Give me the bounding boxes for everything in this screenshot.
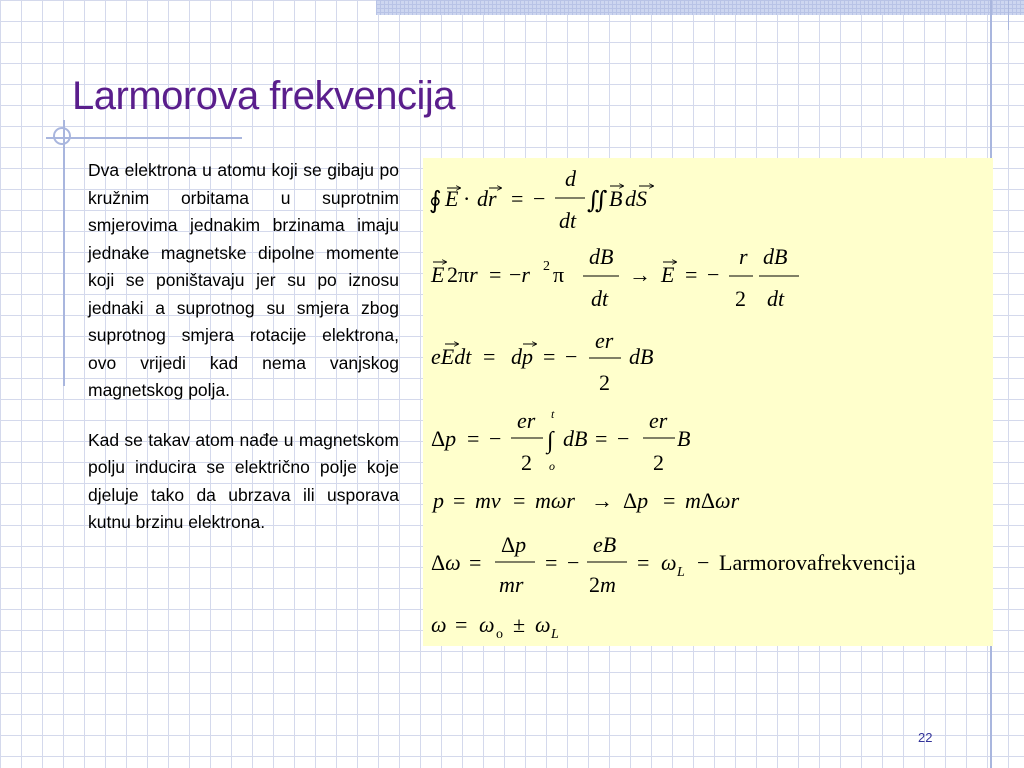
svg-text:2m: 2m [589,572,616,597]
svg-text:=: = [489,262,502,287]
svg-text:Δp: Δp [623,488,649,513]
svg-text:=: = [685,262,698,287]
svg-text:2: 2 [543,259,550,274]
svg-text:2πr: 2πr [447,262,478,287]
svg-text:ω: ω [431,612,447,637]
svg-text:B: B [609,186,623,211]
svg-text:L: L [551,627,559,642]
svg-text:=: = [483,344,496,369]
paragraph-1: Dva elektrona u atomu koji se gibaju po kružnim orbitama u suprotnim smjerovima jednakim brzinama imaju jednake magnetske dipolne momente koji se poništavaju jer su po iznosu jednaki a suprotnog su smjera zbog suprotnog smjera rotacije elektrona, ovo vrijedi kad nema vanjskog magnetskog polja. [88,160,399,400]
svg-text:→: → [629,262,651,287]
svg-text:B: B [677,426,691,451]
svg-text:−: − [533,186,546,211]
svg-text:Δω: Δω [431,550,461,575]
svg-text:=: = [453,488,466,513]
svg-text:dp: dp [511,344,533,369]
svg-text:dt: dt [591,286,609,311]
svg-text:=: = [543,344,556,369]
svg-text:∮: ∮ [429,188,442,214]
right-decorative-rail-short [1008,0,1009,30]
svg-text:Δp: Δp [501,532,527,557]
svg-text:mv: mv [475,488,501,513]
formula-box [423,158,993,646]
svg-text:ω: ω [661,550,677,575]
svg-text:π: π [553,262,565,287]
svg-text:er: er [649,408,668,433]
svg-text:L: L [677,565,685,580]
svg-text:E: E [661,262,675,287]
body-text [88,157,399,559]
larmor-label: Larmorovafrekvencija [719,550,916,575]
svg-text:p: p [433,488,444,513]
svg-text:eEdt: eEdt [431,344,472,369]
svg-text:=: = [469,550,482,575]
svg-text:=: = [513,488,526,513]
svg-text:ω: ω [535,612,551,637]
svg-text:E: E [445,186,459,211]
equation-induced-field [430,244,799,311]
svg-text:dt: dt [559,208,577,233]
page-number: 22 [918,730,933,745]
svg-text:2: 2 [653,450,664,475]
svg-text:2: 2 [521,450,532,475]
equation-linear-momentum [431,488,740,513]
svg-text:dB: dB [629,344,654,369]
svg-text:dB: dB [763,244,788,269]
svg-text:dB: dB [589,244,614,269]
svg-text:dt: dt [767,286,785,311]
svg-text:dB: dB [563,426,588,451]
svg-text:d: d [565,166,576,191]
svg-text:−: − [567,550,580,575]
svg-text:±: ± [513,612,526,637]
svg-text:→: → [591,488,613,513]
svg-text:·: · [463,186,471,211]
svg-text:r: r [739,244,748,269]
slide-title: Larmorova frekvencija [72,74,455,118]
top-decorative-bar [376,0,1024,15]
svg-text:−r: −r [509,262,530,287]
svg-text:=: = [545,550,558,575]
svg-text:dr: dr [477,186,497,211]
svg-text:−: − [707,262,720,287]
svg-text:2: 2 [735,286,746,311]
equation-larmor-frequency [431,532,916,597]
svg-text:t: t [551,407,555,421]
equation-momentum-change [431,328,653,395]
svg-text:−: − [697,550,710,575]
svg-text:E: E [431,262,445,287]
svg-text:∫: ∫ [547,428,554,454]
equation-momentum-integral [431,407,690,475]
svg-text:er: er [517,408,536,433]
svg-text:−: − [565,344,578,369]
paragraph-2: Kad se takav atom nađe u magnetskom polju inducira se električno polje koje djeluje tako da ubrzava ili usporava kutnu brzinu elektrona. [88,429,399,532]
svg-text:=: = [467,426,480,451]
equation-faraday-integral [429,166,653,233]
svg-text:∬: ∬ [587,188,608,214]
svg-text:=: = [455,612,468,637]
corner-circle-ornament [53,127,71,145]
left-vertical-rule [63,120,65,386]
svg-text:mΔωr: mΔωr [685,488,740,513]
svg-text:=: = [511,186,524,211]
svg-text:=: = [595,426,608,451]
svg-text:dS: dS [625,186,647,211]
svg-text:eB: eB [593,532,617,557]
svg-text:ω: ω [479,612,495,637]
svg-text:o: o [496,627,503,642]
svg-text:Δp: Δp [431,426,457,451]
svg-text:o: o [549,459,555,473]
equation-total-frequency [431,612,559,642]
svg-text:mr: mr [499,572,524,597]
svg-text:2: 2 [599,370,610,395]
svg-text:mωr: mωr [535,488,575,513]
title-underline [46,137,242,139]
svg-text:−: − [617,426,630,451]
svg-text:er: er [595,328,614,353]
svg-text:=: = [637,550,650,575]
svg-text:=: = [663,488,676,513]
svg-text:−: − [489,426,502,451]
